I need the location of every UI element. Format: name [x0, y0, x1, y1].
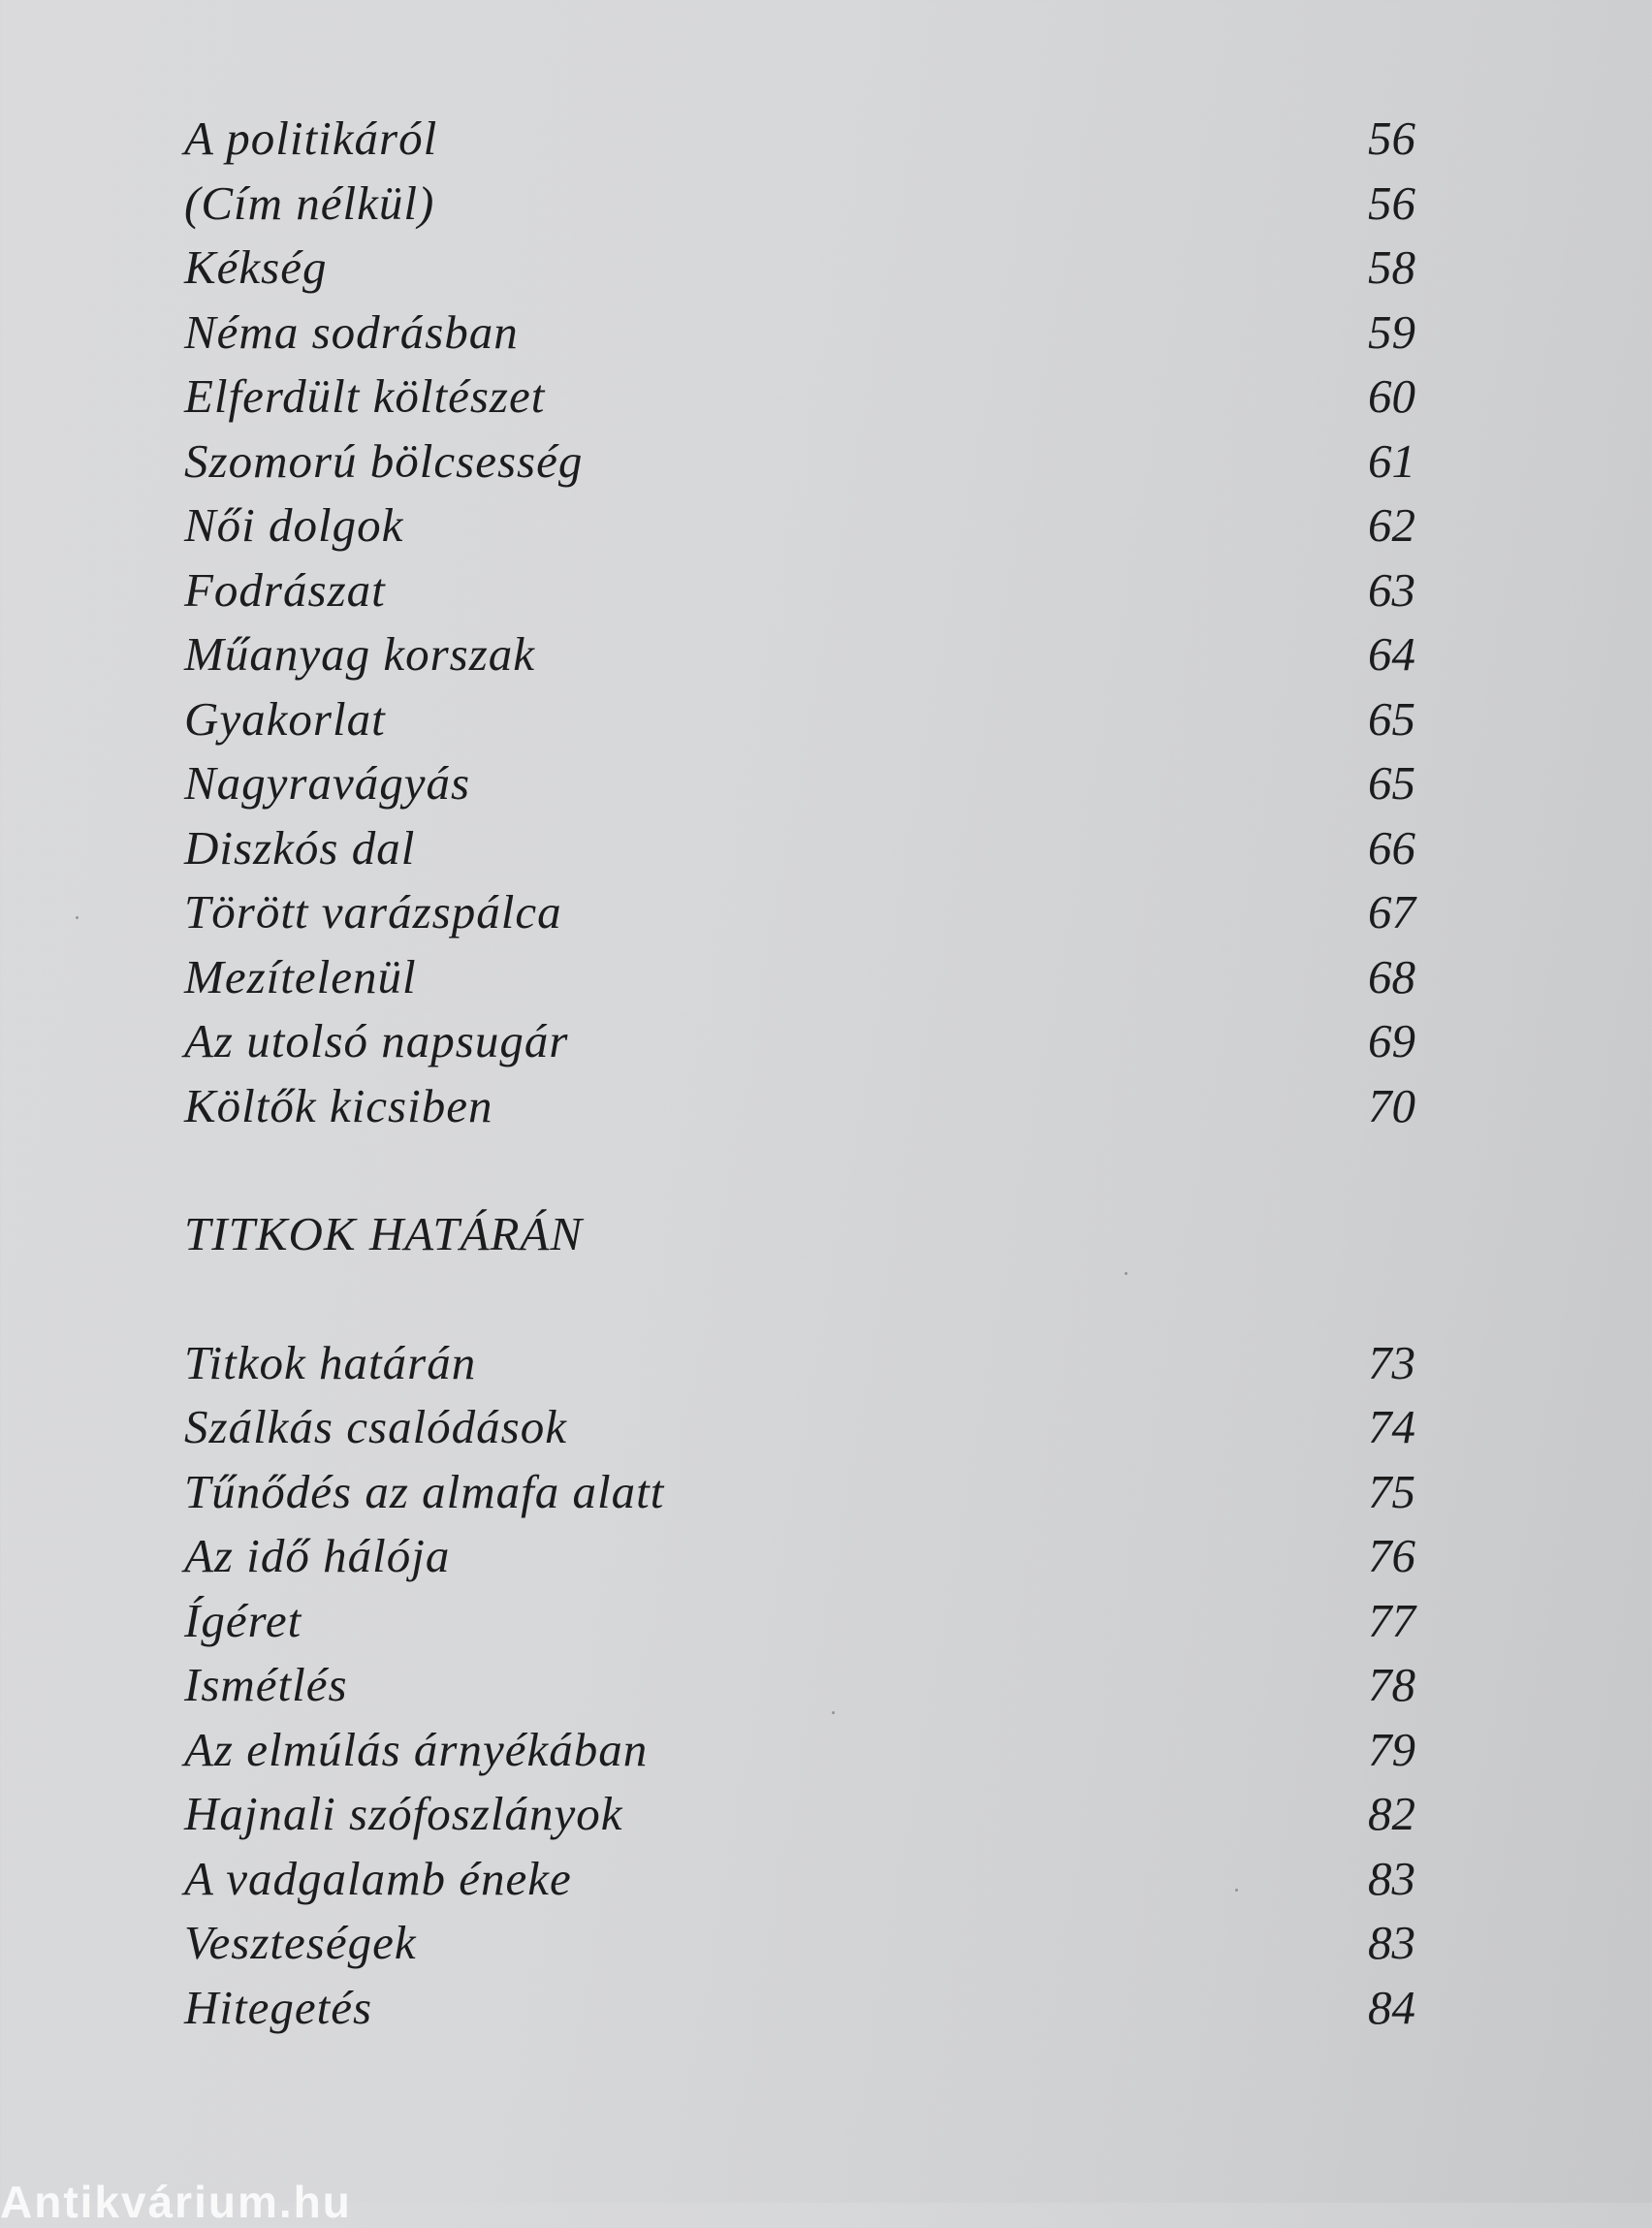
toc-entry-title: Kékség — [184, 240, 328, 294]
toc-entry-title: Diszkós dal — [184, 820, 416, 875]
toc-entry — [184, 493, 1415, 558]
toc-entry-page: 74 — [1368, 1400, 1415, 1453]
watermark: Antikvárium.hu — [0, 2177, 352, 2227]
toc-entry-page: 77 — [1368, 1593, 1415, 1647]
toc-entry-page: 67 — [1368, 885, 1415, 939]
toc-entry — [184, 622, 1415, 687]
toc-entry — [184, 1782, 1415, 1847]
toc-entry — [184, 687, 1415, 752]
toc-entry — [184, 1331, 1415, 1396]
paper-speck — [1125, 1272, 1128, 1275]
toc-entry — [184, 1074, 1415, 1139]
toc-entry — [184, 1589, 1415, 1654]
toc-entry-title: Az idő hálója — [184, 1529, 451, 1582]
toc-entry — [184, 430, 1415, 494]
toc-entry-title: Ismétlés — [184, 1658, 348, 1711]
toc-entry-title: A politikáról — [184, 111, 438, 165]
toc-entry-title: Tűnődés az almafa alatt — [184, 1464, 665, 1518]
toc-entry-page: 56 — [1368, 111, 1415, 165]
toc-entry-page: 82 — [1368, 1787, 1415, 1840]
toc-entry-title: Női dolgok — [184, 498, 404, 552]
toc-entry-title: A vadgalamb éneke — [184, 1851, 572, 1905]
toc-entry-page: 84 — [1368, 1980, 1415, 2034]
toc-entry-title: Az elmúlás árnyékában — [184, 1722, 649, 1776]
toc-entry-title: Néma sodrásban — [184, 304, 519, 359]
section-heading: TITKOK HATÁRÁN — [184, 1207, 584, 1260]
toc-entry-page: 78 — [1368, 1658, 1415, 1711]
toc-entry-title: Hitegetés — [184, 1980, 373, 2034]
toc-entry-title: (Cím nélkül) — [184, 175, 435, 230]
toc-entry — [184, 1460, 1415, 1525]
toc-entry-page: 58 — [1368, 240, 1415, 294]
toc-entry — [184, 236, 1415, 301]
toc-entry — [184, 558, 1415, 623]
toc-entry-title: Törött varázspálca — [184, 885, 562, 939]
toc-entry — [184, 1911, 1415, 1976]
toc-entry — [184, 365, 1415, 430]
toc-entry-page: 83 — [1368, 1851, 1415, 1905]
toc-entry-title: Fodrászat — [184, 562, 386, 617]
toc-entry-title: Veszteségek — [184, 1916, 417, 1969]
toc-entry-page: 62 — [1368, 498, 1415, 552]
toc-entry-title: Az utolsó napsugár — [184, 1014, 569, 1067]
toc-section-1 — [184, 107, 1415, 1138]
toc-entry-page: 73 — [1368, 1335, 1415, 1389]
toc-entry-title: Nagyravágyás — [184, 756, 471, 810]
toc-entry-title: Gyakorlat — [184, 691, 386, 746]
toc-entry — [184, 880, 1415, 945]
toc-entry — [184, 1009, 1415, 1074]
toc-section-2 — [184, 1331, 1415, 2041]
toc-entry-title: Költők kicsiben — [184, 1078, 493, 1132]
toc-entry-page: 56 — [1368, 175, 1415, 230]
toc-entry — [184, 1524, 1415, 1589]
toc-entry-title: Mezítelenül — [184, 949, 417, 1003]
toc-entry — [184, 107, 1415, 172]
toc-entry-page: 79 — [1368, 1722, 1415, 1776]
toc-entry — [184, 1653, 1415, 1718]
toc-entry — [184, 172, 1415, 237]
toc-entry-page: 76 — [1368, 1529, 1415, 1582]
toc-entry — [184, 1847, 1415, 1912]
toc-entry — [184, 945, 1415, 1010]
toc-entry-title: Szomorú bölcsesség — [184, 433, 584, 488]
toc-entry — [184, 816, 1415, 881]
toc-entry — [184, 301, 1415, 366]
toc-entry-title: Hajnali szófoszlányok — [184, 1787, 623, 1840]
toc-entry-page: 70 — [1368, 1078, 1415, 1132]
toc-entry-title: Ígéret — [184, 1593, 302, 1647]
toc-entry — [184, 751, 1415, 816]
toc-entry-page: 66 — [1368, 820, 1415, 875]
toc-entry-page: 63 — [1368, 562, 1415, 617]
toc-entry-page: 75 — [1368, 1464, 1415, 1518]
toc-entry-page: 60 — [1368, 369, 1415, 423]
paper-speck — [76, 916, 79, 919]
toc-entry-page: 65 — [1368, 756, 1415, 810]
toc-entry-page: 68 — [1368, 949, 1415, 1003]
toc-entry-page: 61 — [1368, 433, 1415, 488]
paper-speck — [1235, 1889, 1238, 1892]
toc-entry-page: 65 — [1368, 691, 1415, 746]
toc-entry-page: 64 — [1368, 627, 1415, 681]
toc-entry-page: 83 — [1368, 1916, 1415, 1969]
toc-entry-page: 69 — [1368, 1014, 1415, 1067]
toc-entry — [184, 1718, 1415, 1783]
toc-entry — [184, 1395, 1415, 1460]
table-of-contents — [184, 107, 1415, 2040]
toc-entry — [184, 1976, 1415, 2041]
toc-entry-title: Szálkás csalódások — [184, 1400, 567, 1453]
toc-entry-page: 59 — [1368, 304, 1415, 359]
paper-speck — [832, 1711, 835, 1714]
toc-entry-title: Műanyag korszak — [184, 627, 536, 681]
toc-entry-title: Titkok határán — [184, 1335, 477, 1389]
toc-entry-title: Elferdült költészet — [184, 369, 546, 423]
